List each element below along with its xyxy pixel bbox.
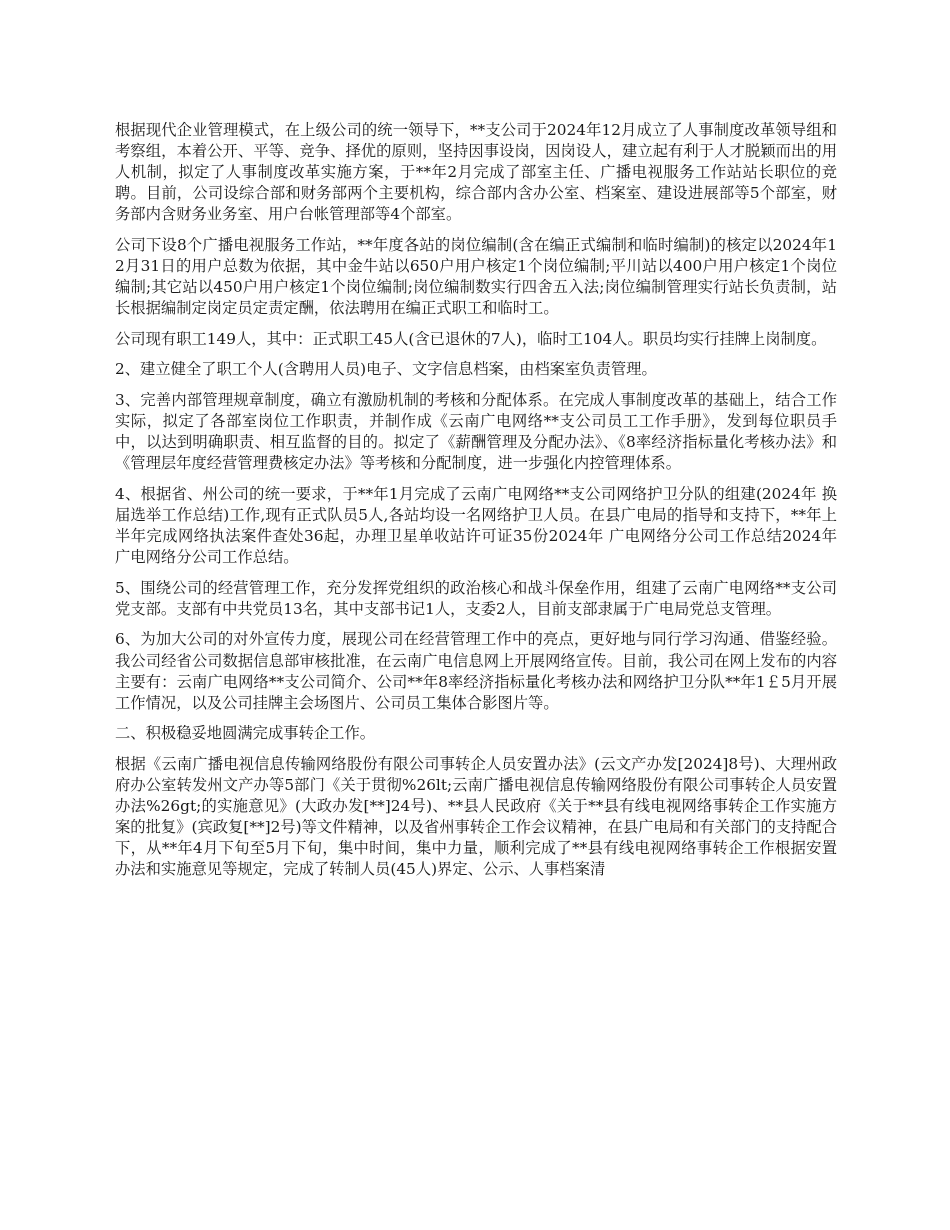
paragraph-conversion: 根据《云南广播电视信息传输网络股份有限公司事转企人员安置办法》(云文产办发[2024]8号)、大理州政府办公室转发州文产办等5部门《关于贯彻%26lt;云南广播电视信息传输网络股份有限公司事转企人员安置办法%26gt;的实施意见》(大政办发[**]24号)、**县人民政府《关于**县有线电视网络事转企工作实施方案的批复》(宾政复[**]2号)等文件精神，以及省州事转企工作会议精神，在县广电局和有关部门的支持配合下，从**年4月下旬至5月下旬，集中时间，集中力量，顺利完成了**县有线电视网络事转企工作根据安置办法和实施意见等规定，完成了转制人员(45人)界定、公示、人事档案清 — [115, 754, 837, 879]
paragraph-staff-count: 公司现有职工149人，其中：正式职工45人(含已退休的7人)，临时工104人。职员均实行挂牌上岗制度。 — [115, 329, 827, 348]
paragraph-item-4: 4、根据省、州公司的统一要求，于**年1月完成了云南广电网络**支公司网络护卫分队的组建(2024年 换届选举工作总结)工作,现有正式队员5人,各站均设一名网络护卫人员。在县广电局的指导和支持下，**年上半年完成网络执法案件查处36起，办理卫星单收站许可证35份2024年 广电网络分公司工作总结2024年 广电网络分公司工作总结。 — [115, 484, 837, 567]
paragraph-item-3: 3、完善内部管理规章制度，确立有激励机制的考核和分配体系。在完成人事制度改革的基础上，结合工作实际，拟定了各部室岗位工作职责，并制作成《云南广电网络**支公司员工工作手册》，发到每位职员手中，以达到明确职责、相互监督的目的。拟定了《薪酬管理及分配办法》、《8率经济指标量化考核办法》和《管理层年度经营管理费核定办法》等考核和分配制度，进一步强化内控管理体系。 — [115, 391, 837, 473]
paragraph-item-5: 5、围绕公司的经营管理工作，充分发挥党组织的政治核心和战斗保垒作用，组建了云南广电网络**支公司党支部。支部有中共党员13名，其中支部书记1人，支委2人，目前支部隶属于广电局党总支管理。 — [115, 578, 837, 618]
document-body — [115, 120, 837, 890]
paragraph-service-stations: 公司下设8个广播电视服务工作站，**年度各站的岗位编制(含在编正式编制和临时编制)的核定以2024年12月31日的用户总数为依据，其中金牛站以650户用户核定1个岗位编制;平川站以400户用户核定1个岗位编制;其它站以450户用户核定1个岗位编制;岗位编制数实行四舍五入法;岗位编制管理实行站长负责制，站长根据编制定岗定员定责定酬，依法聘用在编正式职工和临时工。 — [115, 235, 837, 318]
paragraph-item-2: 2、建立健全了职工个人(含聘用人员)电子、文字信息档案，由档案室负责管理。 — [115, 360, 657, 379]
paragraph-item-6: 6、为加大公司的对外宣传力度，展现公司在经营管理工作中的亮点，更好地与同行学习沟通、借鉴经验。我公司经省公司数据信息部审核批准，在云南广电信息网上开展网络宣传。目前，我公司在网上发布的内容主要有：云南广电网络**支公司简介、公司**年8率经济指标量化考核办法和网络护卫分队**年1￡5月开展工作情况，以及公司挂牌主会场图片、公司员工集体合影图片等。 — [115, 630, 837, 712]
paragraph-org-reform: 根据现代企业管理模式，在上级公司的统一领导下，**支公司于2024年12月成立了人事制度改革领导组和考察组，本着公开、平等、竞争、择优的原则，坚持因事设岗，因岗设人，建立起有利于人才脱颖而出的用人机制，拟定了人事制度改革实施方案，于**年2月完成了部室主任、广播电视服务工作站站长职位的竞聘。目前，公司设综合部和财务部两个主要机构，综合部内含办公室、档案室、建设进展部等5个部室，财务部内含财务业务室、用户台帐管理部等4个部室。 — [115, 121, 837, 224]
section-heading-2: 二、积极稳妥地圆满完成事转企工作。 — [115, 724, 376, 743]
